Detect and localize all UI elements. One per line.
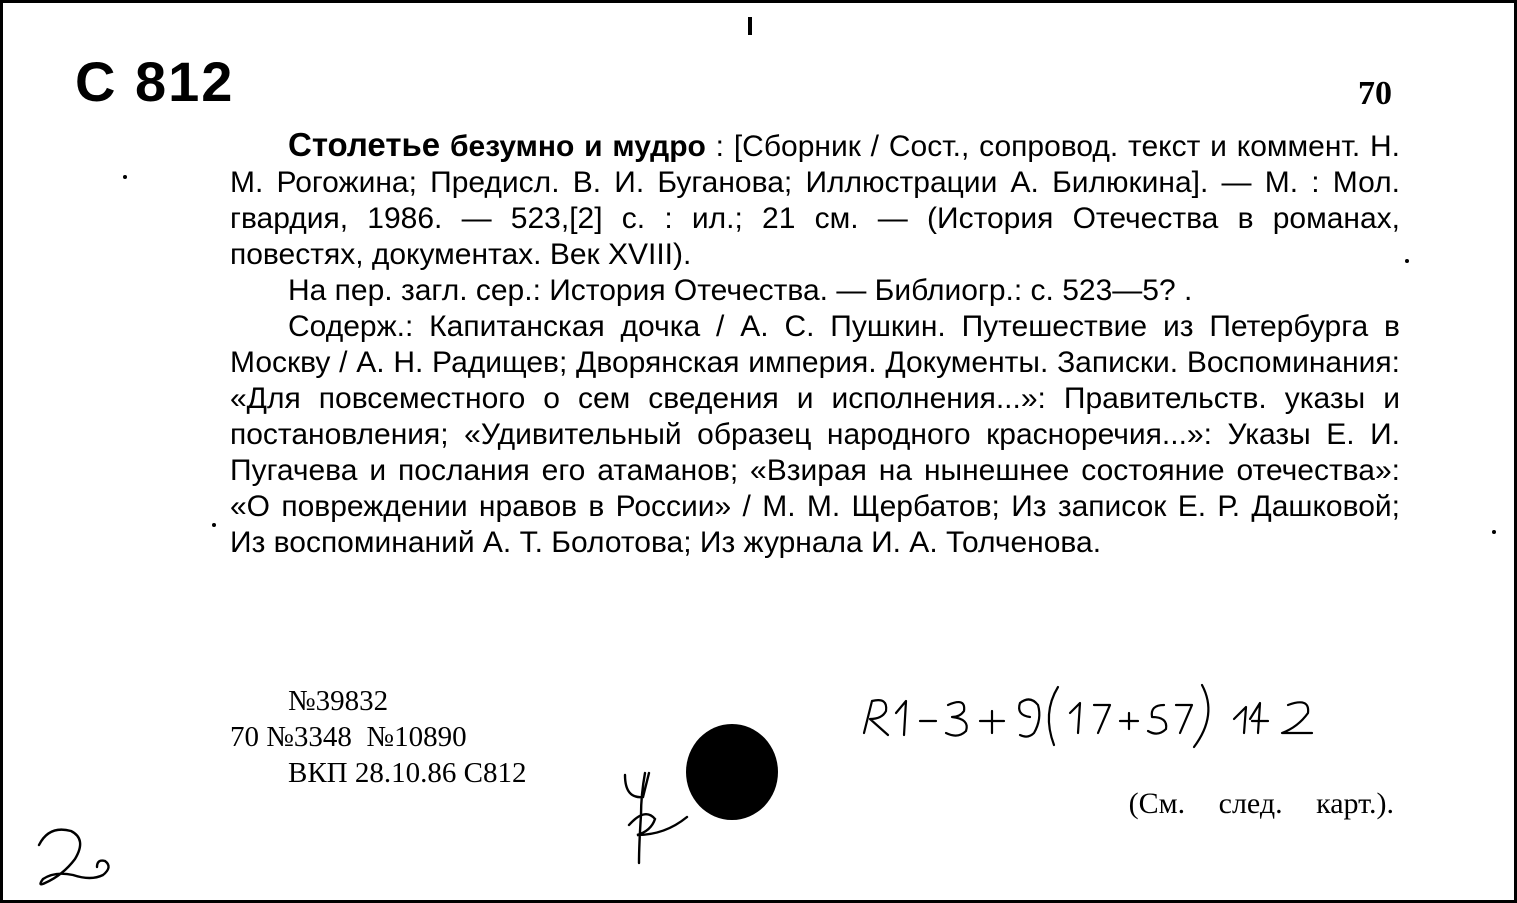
punch-mark bbox=[748, 17, 752, 35]
shelf-mark: С 812 bbox=[75, 50, 235, 113]
contents-note: Содерж.: Капитанская дочка / А. С. Пушкин. Путешествие из Петербурга в Москву / А. Н. Радищев; Дворянская империя. Документы. Записки. Воспоминания: «Для повсеместного о сем сведения и исполнения...»: Правительств. указы и постановления; «Удивительный образец народного красноречия...»: Указы Е. И. Пугачева и послания его атаманов; «Взирая на нынешнее состояние отечества»: «О повреждении нравов в России» / М. М. Щербатов; Из записок Е. Р. Дашковой; Из воспоминаний А. Т. Болотова; Из журнала И. А. Толченова. bbox=[230, 310, 1400, 559]
accession-line-3: ВКП 28.10.86 С812 bbox=[288, 757, 527, 789]
speck bbox=[123, 175, 127, 179]
speck bbox=[1405, 259, 1409, 263]
accession-ledger bbox=[230, 683, 526, 791]
speck bbox=[212, 523, 216, 527]
title-heading: Столетье bbox=[288, 126, 441, 163]
handwritten-corner-number bbox=[31, 823, 121, 893]
imprint-text: : [Сборник / Сост., сопровод. текст и коммент. Н. М. Рогожина; Предисл. В. И. Буганова; Иллюстрации А. Билюкина]. — М. : Мол. гвардия, 1986. — 523,[2] с. : ил.; 21 см. — (История Отечества в романах, повестях, документах. Век XVIII). bbox=[230, 130, 1400, 271]
accession-numbers: №3348 №10890 bbox=[266, 721, 467, 753]
accession-line-1: №39832 bbox=[288, 685, 389, 717]
accession-prefix: 70 bbox=[230, 721, 259, 753]
bibliographic-entry bbox=[230, 127, 1400, 561]
speck bbox=[1492, 530, 1496, 534]
handwritten-initial bbox=[615, 755, 705, 865]
series-note: На пер. загл. сер.: История Отечества. — Библиогр.: с. 523—5? . bbox=[288, 274, 1193, 307]
accession-line-2 bbox=[230, 719, 526, 755]
main-description bbox=[230, 127, 1400, 273]
continued-note: (См. след. карт.). bbox=[1128, 787, 1394, 820]
handwritten-shelf-code bbox=[858, 683, 1418, 763]
card-number: 70 bbox=[1358, 75, 1392, 112]
title-rest: безумно и мудро bbox=[450, 130, 706, 163]
